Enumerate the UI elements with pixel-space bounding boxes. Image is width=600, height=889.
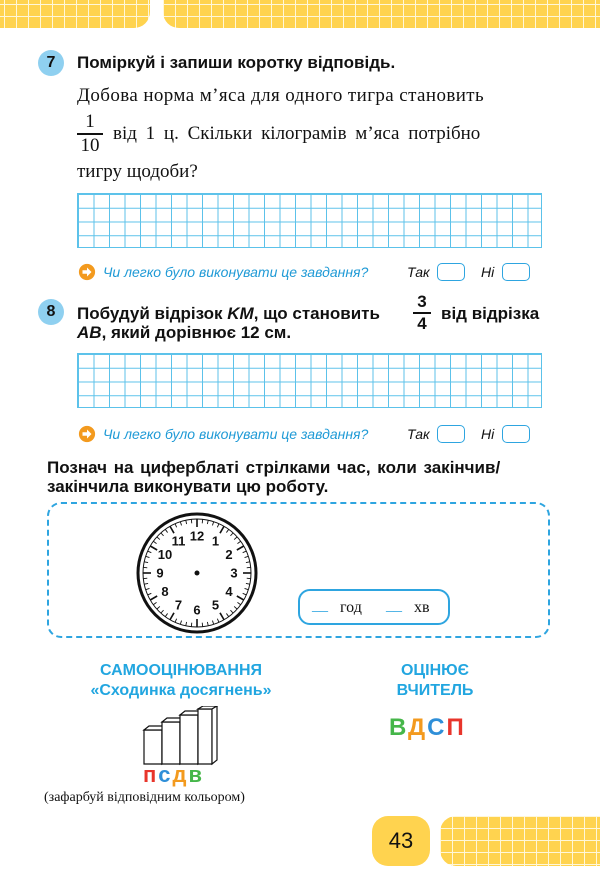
- fraction-denominator: 10: [80, 134, 100, 156]
- clock-number: 1: [211, 533, 220, 549]
- clock-number: 10: [157, 547, 173, 562]
- clock-tick: [237, 596, 244, 600]
- task8-text-a: Побудуй відрізок: [77, 304, 228, 323]
- clock-tick: [237, 602, 240, 604]
- fraction-numerator: 1: [85, 111, 95, 132]
- clock-number: 2: [225, 547, 233, 562]
- clock-tick: [144, 562, 148, 563]
- clock-tick: [230, 610, 233, 613]
- hours-blank[interactable]: __: [312, 597, 328, 614]
- clock-tick: [245, 588, 249, 589]
- teacher-grade-letters: [389, 714, 466, 742]
- segment-ab: AB: [77, 323, 102, 342]
- clock-tick: [234, 537, 237, 540]
- clock-tick: [186, 622, 187, 626]
- answer-grid-8[interactable]: [77, 353, 542, 408]
- task7-line1: Добова норма м’яса для одного тигра становить: [77, 85, 485, 106]
- clock-tick: [161, 610, 164, 613]
- fraction-numerator: 3: [417, 292, 427, 311]
- clock-tick: [220, 526, 224, 533]
- clock-tick: [237, 546, 244, 550]
- yes-checkbox-8[interactable]: [437, 425, 465, 443]
- clock-tick: [243, 593, 247, 595]
- self-check-question-8: Чи легко було виконувати це завдання?: [103, 426, 369, 442]
- teacher-letter-s[interactable]: С: [427, 714, 447, 741]
- clock-tick: [146, 588, 150, 589]
- clock-number: 4: [225, 584, 233, 599]
- clock-tick: [161, 533, 164, 536]
- arrow-icon: [78, 263, 96, 281]
- clock-tick: [144, 583, 148, 584]
- clock-tick: [150, 546, 157, 550]
- clock-tick: [234, 606, 237, 609]
- clock-tick: [243, 551, 247, 553]
- task7-line2: від 1 ц. Скільки кілограмів м’яса потрібно: [113, 123, 481, 144]
- teacher-title-line2: ВЧИТЕЛЬ: [396, 682, 474, 699]
- clock-tick: [186, 520, 187, 524]
- clock-number: 7: [174, 597, 183, 613]
- clock-tick: [246, 583, 250, 584]
- yes-checkbox-7[interactable]: [437, 263, 465, 281]
- arrow-icon: [78, 425, 96, 443]
- clock-number: 11: [171, 533, 186, 549]
- clock-tick: [148, 593, 152, 595]
- clock-tick: [165, 529, 167, 532]
- no-label-7: Ні: [481, 264, 495, 280]
- clock-tick: [230, 533, 233, 536]
- yes-label-7: Так: [407, 264, 430, 280]
- task8-text-d: , який дорівнює 12 см.: [101, 323, 292, 342]
- clock-face[interactable]: [136, 512, 258, 634]
- self-check-question-7: Чи легко було виконувати це завдання?: [103, 264, 369, 280]
- clock-number: 6: [193, 602, 201, 618]
- bottom-right-band: [440, 816, 600, 866]
- clock-tick: [146, 556, 150, 557]
- clock-tick: [237, 541, 240, 543]
- clock-tick: [245, 556, 249, 557]
- clock-tick: [153, 602, 156, 604]
- answer-grid-7[interactable]: [77, 193, 542, 248]
- task7-heading: Поміркуй і запиши коротку відповідь.: [77, 53, 396, 72]
- task8-heading-cont: від відрізка: [441, 304, 540, 323]
- clock-tick: [220, 613, 224, 620]
- clock-tick: [217, 619, 219, 623]
- page-number-badge: [372, 816, 430, 866]
- teacher-letter-p[interactable]: П: [446, 714, 466, 741]
- task7-line3: тигру щодоби?: [77, 161, 198, 182]
- clock-tick: [148, 551, 152, 553]
- grade-letter-s[interactable]: с: [158, 762, 173, 787]
- grade-letter-v[interactable]: в: [188, 762, 205, 787]
- color-instruction: (зафарбуй відповідним кольором): [44, 790, 245, 805]
- clock-tick: [207, 622, 208, 626]
- time-answer-box[interactable]: [298, 589, 450, 625]
- clock-tick: [226, 529, 228, 532]
- clock-tick: [212, 621, 213, 625]
- minutes-blank[interactable]: __: [386, 597, 402, 614]
- teacher-letter-v[interactable]: В: [389, 714, 409, 741]
- clock-tick: [153, 541, 156, 543]
- segment-km: KM: [227, 304, 254, 323]
- task8-heading-line2: [77, 323, 291, 343]
- top-left-band: [0, 0, 150, 28]
- no-checkbox-7[interactable]: [502, 263, 530, 281]
- top-right-band: [163, 0, 600, 28]
- yes-label-8: Так: [407, 426, 430, 442]
- clock-tick: [246, 562, 250, 563]
- teacher-title-line1: ОЦІНЮЄ: [400, 662, 469, 679]
- clock-number: 8: [161, 584, 169, 599]
- clock-tick: [157, 606, 160, 609]
- clock-tick: [212, 522, 213, 526]
- clock-tick: [226, 613, 228, 616]
- clock-number: 5: [211, 597, 220, 613]
- clock-tick: [175, 524, 177, 528]
- self-grade-letters: [143, 762, 223, 788]
- no-label-8: Ні: [481, 426, 495, 442]
- clock-tick: [157, 537, 160, 540]
- clock-number: 9: [156, 565, 164, 581]
- task-number-7: 7: [38, 50, 64, 76]
- clock-tick: [170, 526, 174, 533]
- hours-label: год: [340, 599, 362, 616]
- page-number: 43: [388, 828, 414, 853]
- achievement-steps-icon[interactable]: [140, 706, 220, 766]
- clock-tick: [217, 524, 219, 528]
- task-number-8: 8: [38, 299, 64, 325]
- grade-letter-d[interactable]: д: [172, 762, 189, 787]
- self-assessment-title: САМООЦІНЮВАННЯ: [99, 662, 263, 679]
- task8-text-b: , що становить: [253, 304, 380, 323]
- clock-task-line1: Познач на циферблаті стрілками час, коли закінчив/: [47, 458, 501, 477]
- clock-tick: [170, 613, 174, 620]
- clock-tick: [150, 596, 157, 600]
- task7-fraction: [77, 111, 103, 157]
- clock-tick: [180, 522, 181, 526]
- clock-task-line2: закінчила виконувати цю роботу.: [47, 477, 329, 496]
- no-checkbox-8[interactable]: [502, 425, 530, 443]
- clock-number: 12: [189, 528, 205, 544]
- clock-number: 3: [230, 565, 238, 581]
- fraction-denominator: 4: [417, 314, 427, 333]
- grade-letter-p[interactable]: п: [143, 762, 159, 787]
- clock-tick: [165, 613, 167, 616]
- minutes-label: хв: [414, 599, 430, 616]
- self-assessment-subtitle: «Сходинка досягнень»: [90, 682, 272, 699]
- clock-tick: [207, 520, 208, 524]
- task8-fraction: [413, 292, 431, 334]
- task8-heading-line1: [77, 304, 380, 324]
- clock-tick: [180, 621, 181, 625]
- clock-tick: [175, 619, 177, 623]
- teacher-letter-d[interactable]: Д: [408, 714, 428, 741]
- clock-center: [195, 571, 200, 576]
